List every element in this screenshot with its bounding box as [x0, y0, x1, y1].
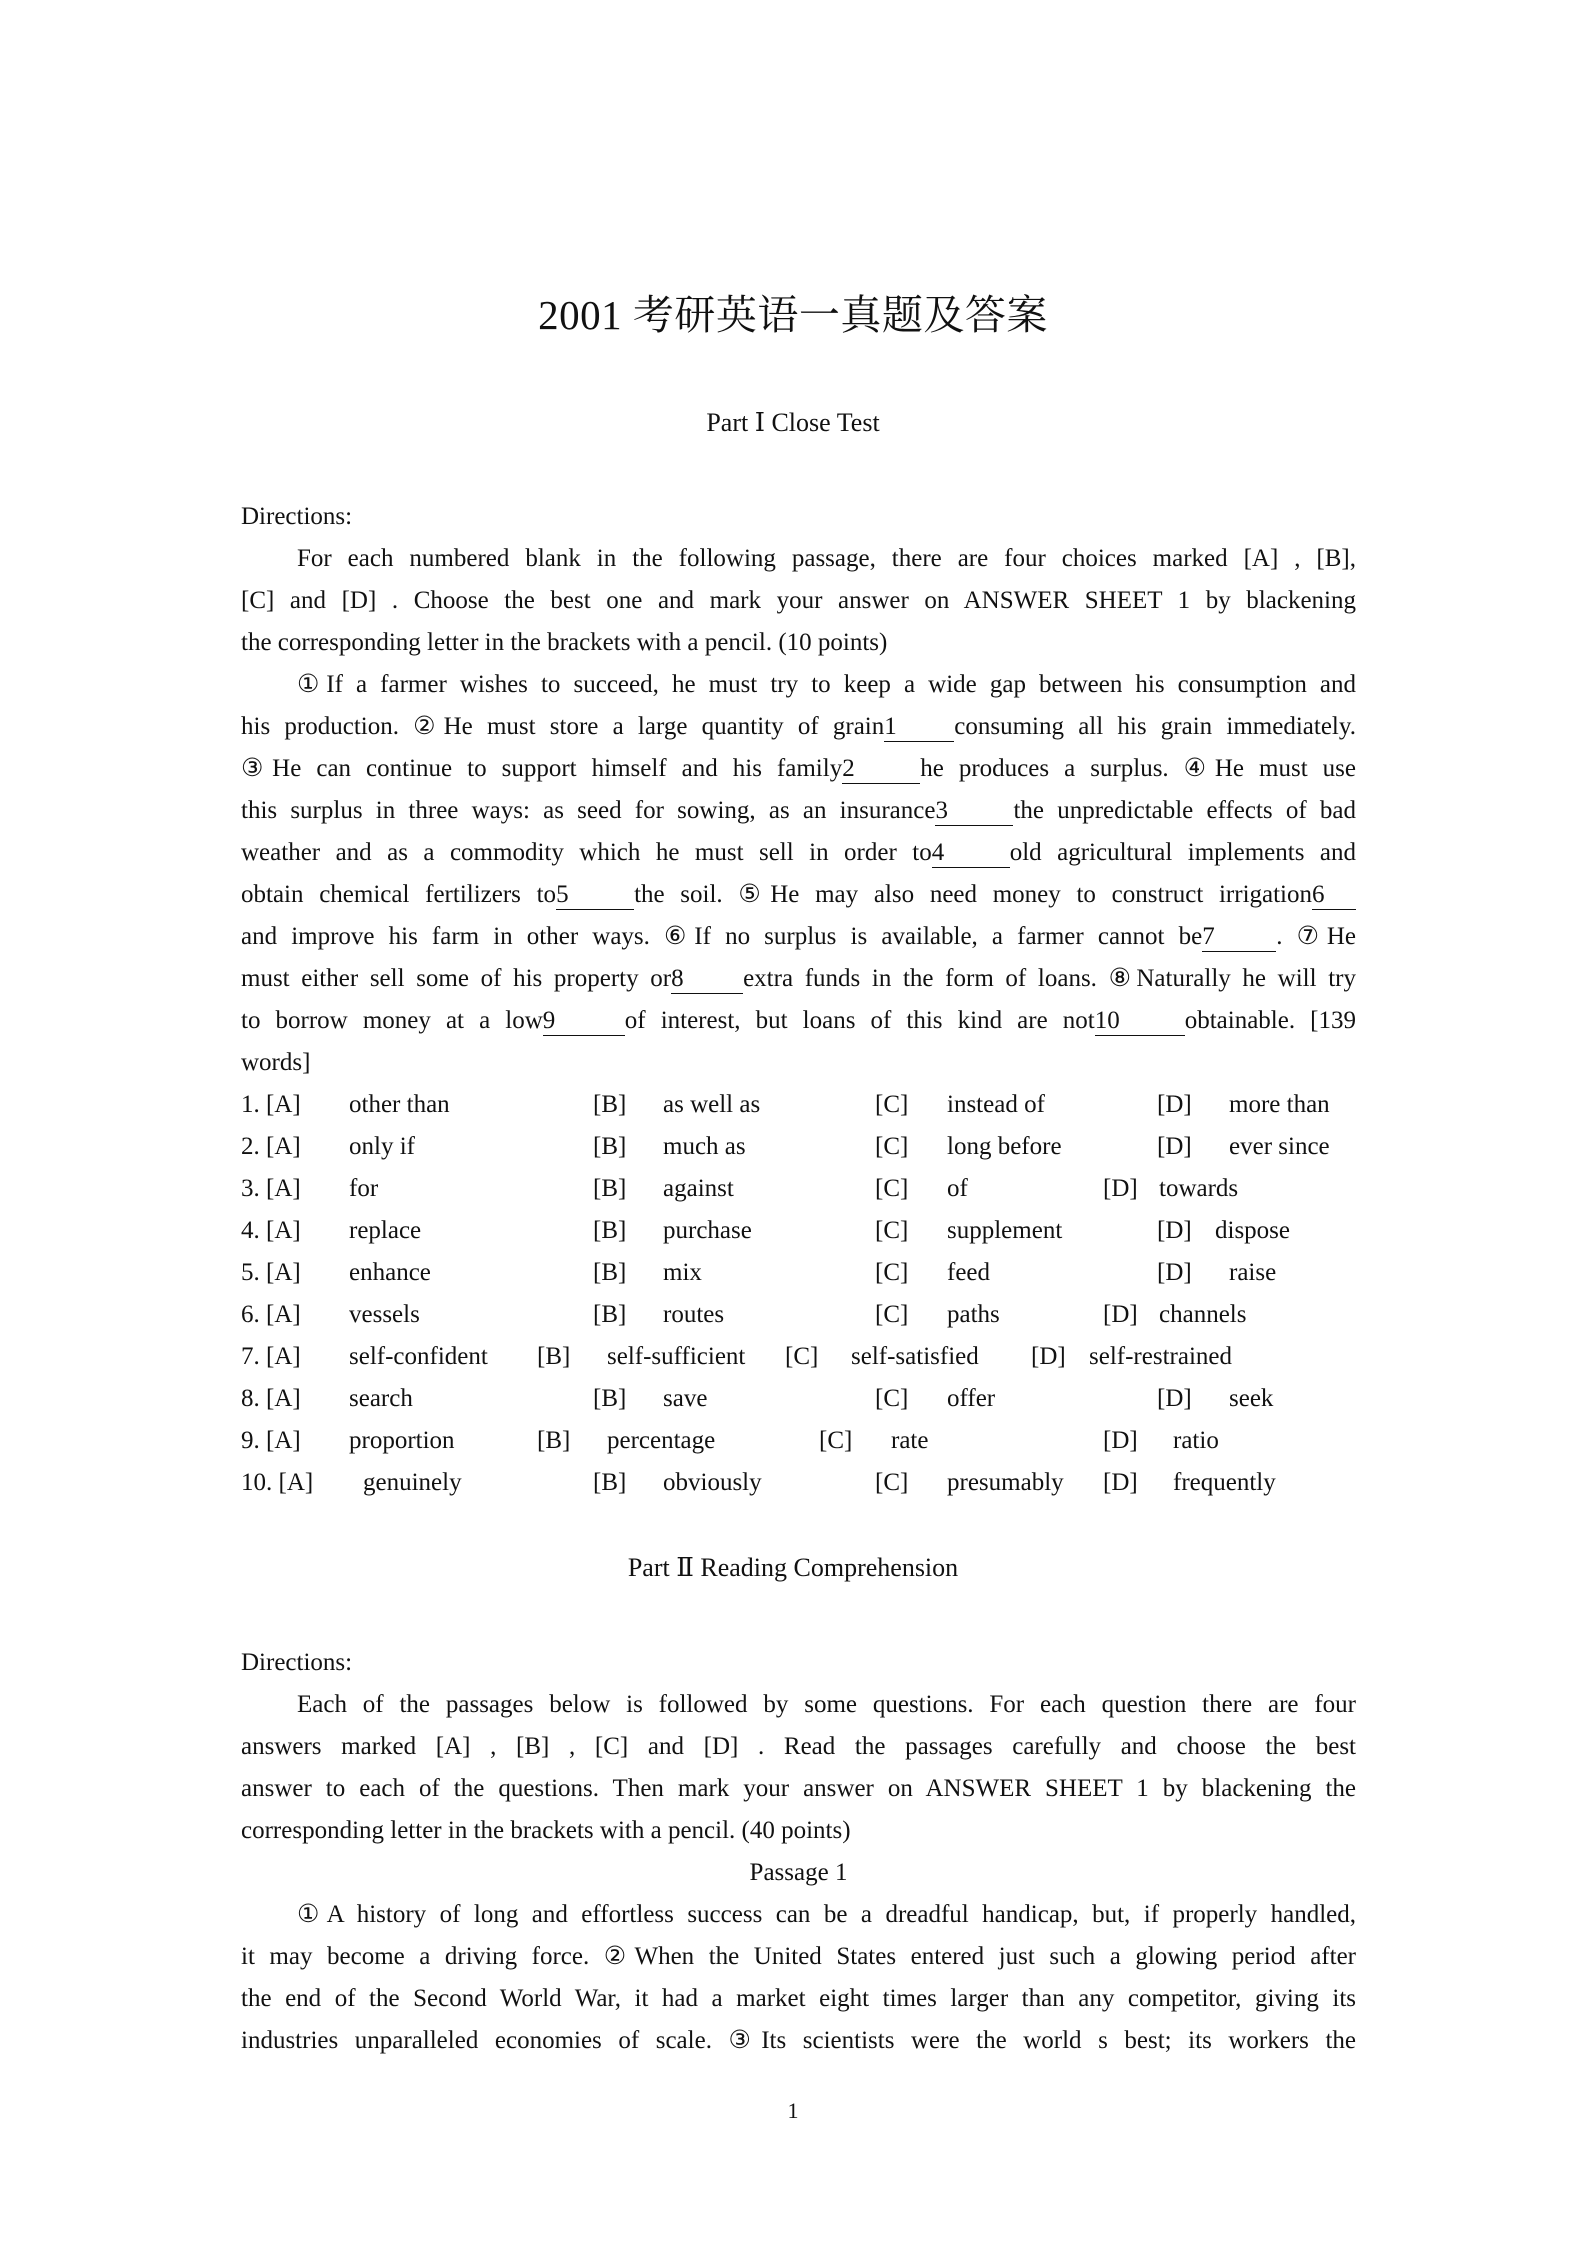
question-row	[241, 1462, 1356, 1504]
option-d: frequently	[1173, 1469, 1276, 1496]
part2-directions-line: answer to each of the questions. Then mark your answer on ANSWER SHEET 1 by blackening the	[241, 1775, 1356, 1802]
blank-8: 8	[671, 965, 743, 994]
option-c: of	[947, 1175, 968, 1202]
option-c: long before	[947, 1133, 1062, 1160]
passage-line	[241, 706, 1356, 748]
option-c: presumably	[947, 1469, 1064, 1496]
option-b-label: [B]	[537, 1427, 571, 1454]
passage1-title: Passage 1	[749, 1859, 848, 1886]
option-d: dispose	[1215, 1217, 1290, 1244]
passage-line	[241, 790, 1356, 832]
option-b: obviously	[663, 1469, 762, 1496]
blank-10: 10	[1095, 1007, 1185, 1036]
option-a: enhance	[349, 1259, 431, 1286]
passage-text: consuming all his grain immediately.	[954, 713, 1356, 740]
passage-text: old agricultural implements and	[1009, 839, 1356, 866]
option-d-label: [D]	[1103, 1427, 1138, 1454]
option-c: paths	[947, 1301, 1000, 1328]
question-number: 9. [A]	[241, 1427, 301, 1454]
question-number: 10. [A]	[241, 1469, 314, 1496]
option-d-label: [D]	[1157, 1133, 1192, 1160]
part1-directions-line: the corresponding letter in the brackets with a pencil. (10 points)	[241, 629, 888, 656]
option-b: percentage	[607, 1427, 716, 1454]
passage1-line: ①A history of long and effortless success can be a dreadful handicap, but, if properly handled,	[297, 1901, 1356, 1928]
option-d: raise	[1229, 1259, 1277, 1286]
option-a: other than	[349, 1091, 450, 1118]
option-d: ratio	[1173, 1427, 1219, 1454]
option-d-label: [D]	[1103, 1469, 1138, 1496]
passage-line	[241, 874, 1356, 916]
passage1-line: the end of the Second World War, it had a market eight times larger than any competitor, giving its	[241, 1985, 1356, 2012]
option-b-label: [B]	[593, 1301, 627, 1328]
part1-directions-line: [C] and [D] . Choose the best one and mark your answer on ANSWER SHEET 1 by blackening	[241, 587, 1356, 614]
option-a: only if	[349, 1133, 415, 1160]
option-c-label: [C]	[875, 1385, 909, 1412]
option-b-label: [B]	[593, 1091, 627, 1118]
part2-body	[241, 1642, 1356, 2062]
question-row	[241, 1084, 1356, 1126]
option-a: self-confident	[349, 1343, 488, 1370]
option-c-label: [C]	[785, 1343, 819, 1370]
option-b-label: [B]	[593, 1175, 627, 1202]
option-c-label: [C]	[875, 1469, 909, 1496]
option-b: as well as	[663, 1091, 761, 1118]
option-c: rate	[891, 1427, 929, 1454]
part1-body	[241, 496, 1356, 1504]
passage-line	[241, 748, 1356, 790]
blank-2: 2	[842, 755, 920, 784]
option-c: offer	[947, 1385, 996, 1412]
passage-line	[241, 1000, 1356, 1042]
passage-line: ①If a farmer wishes to succeed, he must try to keep a wide gap between his consumption and	[297, 671, 1356, 698]
question-row	[241, 1252, 1356, 1294]
option-b-label: [B]	[593, 1469, 627, 1496]
question-row	[241, 1420, 1356, 1462]
option-d-label: [D]	[1157, 1259, 1192, 1286]
passage-text: the soil. ⑤He may also need money to construct irrigation	[634, 881, 1313, 908]
option-c-label: [C]	[875, 1217, 909, 1244]
option-c-label: [C]	[875, 1259, 909, 1286]
question-row	[241, 1210, 1356, 1252]
option-c-label: [C]	[875, 1091, 909, 1118]
option-d-label: [D]	[1103, 1175, 1138, 1202]
part2-directions-line: answers marked [A] , [B] , [C] and [D] . Read the passages carefully and choose the best	[241, 1733, 1356, 1760]
question-row	[241, 1336, 1356, 1378]
option-d-label: [D]	[1157, 1091, 1192, 1118]
passage1-line: it may become a driving force. ②When the United States entered just such a glowing period after	[241, 1943, 1356, 1970]
option-a: proportion	[349, 1427, 455, 1454]
passage-text: the unpredictable effects of bad	[1013, 797, 1356, 824]
option-b-label: [B]	[537, 1343, 571, 1370]
blank-1: 1	[884, 713, 954, 742]
option-d-label: [D]	[1157, 1385, 1192, 1412]
part1-directions-line: For each numbered blank in the following passage, there are four choices marked [A] , [B],	[297, 545, 1356, 572]
question-row	[241, 1168, 1356, 1210]
option-d: self-restrained	[1089, 1343, 1232, 1370]
option-c: self-satisfied	[851, 1343, 979, 1370]
option-d: channels	[1159, 1301, 1247, 1328]
passage-text: obtain chemical fertilizers to	[241, 881, 557, 908]
passage-line	[241, 916, 1356, 958]
page-number: 1	[787, 2098, 799, 2123]
option-a: search	[349, 1385, 413, 1412]
question-row	[241, 1294, 1356, 1336]
passage-text: he produces a surplus. ④He must use	[920, 755, 1356, 782]
part2-directions-line: Each of the passages below is followed by some questions. For each question there are four	[297, 1691, 1356, 1718]
option-b-label: [B]	[593, 1259, 627, 1286]
blank-6: 6	[1312, 881, 1356, 910]
option-d: towards	[1159, 1175, 1239, 1202]
part2-directions-line: corresponding letter in the brackets with a pencil. (40 points)	[241, 1817, 851, 1844]
passage-text: and improve his farm in other ways. ⑥If no surplus is available, a farmer cannot be	[241, 923, 1203, 950]
option-d: seek	[1229, 1385, 1274, 1412]
option-a: for	[349, 1175, 379, 1202]
question-number: 4. [A]	[241, 1217, 301, 1244]
option-b: mix	[663, 1259, 702, 1286]
option-c: supplement	[947, 1217, 1063, 1244]
passage-text: his production. ②He must store a large quantity of grain	[241, 713, 885, 740]
passage1-line: industries unparalleled economies of scale. ③Its scientists were the world s best; its workers the	[241, 2027, 1356, 2054]
option-b: routes	[663, 1301, 725, 1328]
blank-3: 3	[935, 797, 1013, 826]
option-d: ever since	[1229, 1133, 1330, 1160]
question-row	[241, 1126, 1356, 1168]
option-a: genuinely	[363, 1469, 462, 1496]
option-d: more than	[1229, 1091, 1330, 1118]
passage-text: ③He can continue to support himself and his family	[241, 755, 843, 782]
blank-7: 7	[1202, 923, 1276, 952]
option-b-label: [B]	[593, 1133, 627, 1160]
passage-text: weather and as a commodity which he must sell in order to	[241, 839, 932, 866]
passage-text: must either sell some of his property or	[241, 965, 672, 992]
part1-directions-label: Directions:	[241, 503, 353, 530]
passage-line	[241, 832, 1356, 874]
passage-text: . ⑦He	[1276, 923, 1356, 950]
passage-text: of interest, but loans of this kind are not	[624, 1007, 1095, 1034]
option-b-label: [B]	[593, 1385, 627, 1412]
option-c-label: [C]	[875, 1175, 909, 1202]
option-d-label: [D]	[1157, 1217, 1192, 1244]
option-a: replace	[349, 1217, 422, 1244]
option-b: much as	[663, 1133, 746, 1160]
question-number: 3. [A]	[241, 1175, 301, 1202]
question-number: 7. [A]	[241, 1343, 301, 1370]
option-c: instead of	[947, 1091, 1045, 1118]
option-c-label: [C]	[875, 1301, 909, 1328]
document-title: 2001 考研英语一真题及答案	[538, 292, 1048, 338]
option-c-label: [C]	[875, 1133, 909, 1160]
option-b-label: [B]	[593, 1217, 627, 1244]
option-d-label: [D]	[1031, 1343, 1066, 1370]
part2-heading: Part Ⅱ Reading Comprehension	[627, 1553, 959, 1582]
passage-text: extra funds in the form of loans. ⑧Naturally he will try	[743, 965, 1356, 992]
question-number: 6. [A]	[241, 1301, 301, 1328]
blank-4: 4	[932, 839, 1010, 868]
passage-text: this surplus in three ways: as seed for sowing, as an insurance	[241, 797, 936, 824]
option-c-label: [C]	[819, 1427, 853, 1454]
passage-text: to borrow money at a low	[241, 1007, 543, 1034]
option-b: save	[663, 1385, 708, 1412]
option-b: self-sufficient	[607, 1343, 746, 1370]
question-number: 5. [A]	[241, 1259, 301, 1286]
option-b: against	[663, 1175, 734, 1202]
option-a: vessels	[349, 1301, 420, 1328]
option-d-label: [D]	[1103, 1301, 1138, 1328]
question-number: 1. [A]	[241, 1091, 301, 1118]
passage-line: words]	[241, 1049, 311, 1076]
question-number: 8. [A]	[241, 1385, 301, 1412]
blank-9: 9	[543, 1007, 625, 1036]
part2-directions-label: Directions:	[241, 1649, 353, 1676]
question-number: 2. [A]	[241, 1133, 301, 1160]
blank-5: 5	[556, 881, 634, 910]
passage-text: obtainable. [139	[1184, 1007, 1357, 1034]
passage-line	[241, 958, 1356, 1000]
part1-heading: Part Ⅰ Close Test	[706, 408, 880, 437]
option-c: feed	[947, 1259, 991, 1286]
option-b: purchase	[663, 1217, 752, 1244]
question-row	[241, 1378, 1356, 1420]
